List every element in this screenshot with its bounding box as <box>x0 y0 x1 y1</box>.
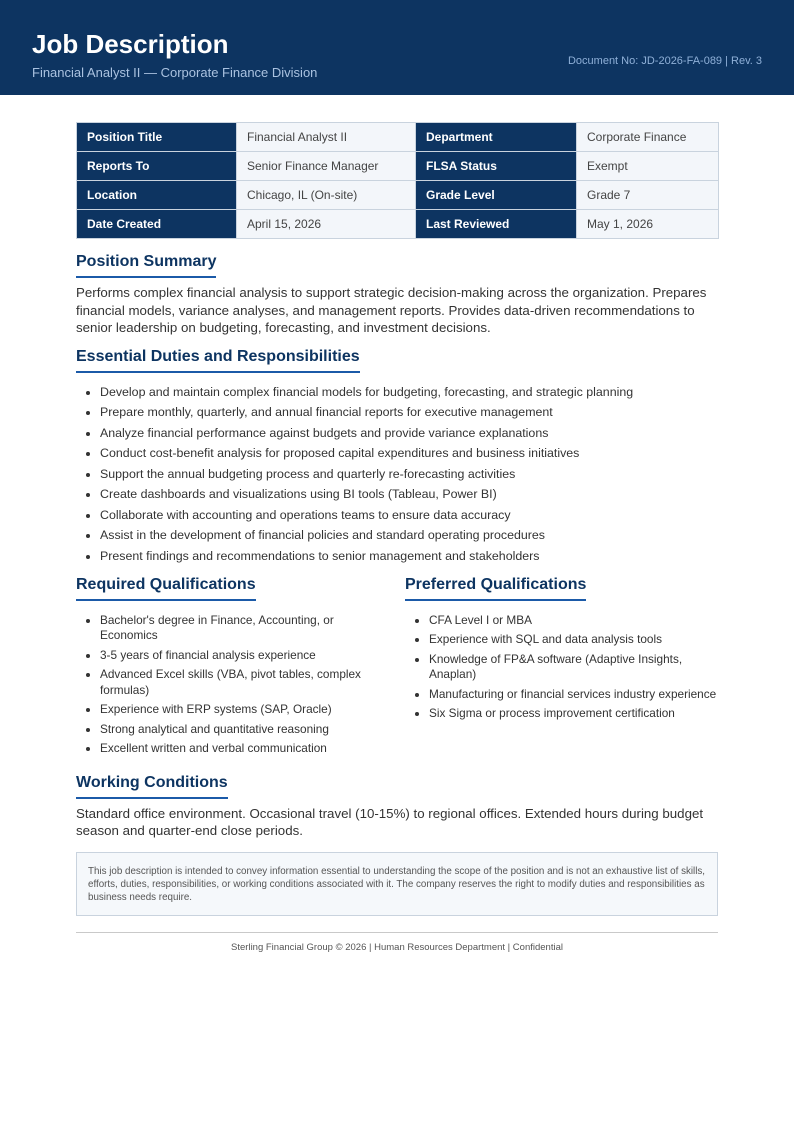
list-item: • Support the annual budgeting process and quarterly re-forecasting activities <box>100 467 718 482</box>
list-item: • Six Sigma or process improvement certification <box>429 706 718 722</box>
list-item: • 3-5 years of financial analysis experience <box>100 648 393 664</box>
qualifications-section <box>76 576 718 761</box>
list-item: • Manufacturing or financial services industry experience <box>429 687 718 703</box>
info-key: Location <box>77 181 237 210</box>
list-item: • Develop and maintain complex financial models for budgeting, forecasting, and strategic planning <box>100 385 718 400</box>
page-title: Job Description <box>32 29 229 59</box>
list-item: • Experience with SQL and data analysis tools <box>429 632 718 648</box>
preferred-list <box>405 613 718 722</box>
preferred-qualifications <box>405 576 718 761</box>
required-qualifications <box>76 576 405 761</box>
summary-text: Performs complex financial analysis to support strategic decision-making across the organization. Prepares financial models, variance analyses, and management reports. Provides data-driven recommendations to senior leadership on budgeting, forecasting, and investment decisions. <box>76 285 707 335</box>
info-value: May 1, 2026 <box>577 210 719 239</box>
position-info-table <box>76 122 719 239</box>
working-conditions-section <box>76 774 718 840</box>
info-key: Position Title <box>77 123 237 152</box>
page-subtitle: Financial Analyst II — Corporate Finance Division <box>32 65 318 80</box>
required-list <box>76 613 405 757</box>
info-value: Corporate Finance <box>577 123 719 152</box>
page-footer: Sterling Financial Group © 2026 | Human Resources Department | Confidential <box>76 932 718 953</box>
duties-list <box>76 385 718 564</box>
info-key: Grade Level <box>416 181 577 210</box>
table-row <box>77 181 719 210</box>
document-number: Document No: JD-2026-FA-089 | Rev. 3 <box>567 55 762 67</box>
info-key: FLSA Status <box>416 152 577 181</box>
info-key: Date Created <box>77 210 237 239</box>
list-item: • Present findings and recommendations to senior management and stakeholders <box>100 549 718 564</box>
list-item: • Advanced Excel skills (VBA, pivot tables, complex formulas) <box>100 667 393 698</box>
section-title: Preferred Qualifications <box>405 576 586 601</box>
info-value: Financial Analyst II <box>237 123 416 152</box>
list-item: • Create dashboards and visualizations using BI tools (Tableau, Power BI) <box>100 487 718 502</box>
section-title: Working Conditions <box>76 774 228 799</box>
list-item: • Strong analytical and quantitative reasoning <box>100 722 393 738</box>
section-title: Essential Duties and Responsibilities <box>76 348 360 373</box>
info-key: Reports To <box>77 152 237 181</box>
table-row <box>77 210 719 239</box>
list-item: • Excellent written and verbal communication <box>100 741 393 757</box>
working-conditions-text: Standard office environment. Occasional travel (10-15%) to regional offices. Extended hours during budget season and quarter-end close periods. <box>76 805 704 838</box>
list-item: • CFA Level I or MBA <box>429 613 718 629</box>
disclaimer-box: This job description is intended to convey information essential to understanding the scope of the position and is not an exhaustive list of skills, efforts, duties, responsibilities, or working conditions associated with it. The company reserves the right to modify duties and responsibilities as business needs require. <box>76 852 718 916</box>
info-key: Last Reviewed <box>416 210 577 239</box>
list-item: • Prepare monthly, quarterly, and annual financial reports for executive management <box>100 405 718 420</box>
document-header <box>0 0 794 95</box>
info-value: Chicago, IL (On-site) <box>237 181 416 210</box>
list-item: • Knowledge of FP&A software (Adaptive Insights, Anaplan) <box>429 652 718 683</box>
list-item: • Conduct cost-benefit analysis for proposed capital expenditures and business initiatives <box>100 446 718 461</box>
section-title: Position Summary <box>76 253 216 278</box>
list-item: • Experience with ERP systems (SAP, Oracle) <box>100 702 393 718</box>
info-value: April 15, 2026 <box>237 210 416 239</box>
info-value: Grade 7 <box>577 181 719 210</box>
info-value: Senior Finance Manager <box>237 152 416 181</box>
duties-section <box>76 348 718 564</box>
table-row <box>77 123 719 152</box>
table-row <box>77 152 719 181</box>
position-summary-section <box>76 253 718 337</box>
list-item: • Analyze financial performance against budgets and provide variance explanations <box>100 426 718 441</box>
info-value: Exempt <box>577 152 719 181</box>
document-body <box>0 95 794 953</box>
list-item: • Bachelor's degree in Finance, Accounting, or Economics <box>100 613 393 644</box>
list-item: • Collaborate with accounting and operations teams to ensure data accuracy <box>100 508 718 523</box>
info-key: Department <box>416 123 577 152</box>
list-item: • Assist in the development of financial policies and standard operating procedures <box>100 528 718 543</box>
section-title: Required Qualifications <box>76 576 256 601</box>
